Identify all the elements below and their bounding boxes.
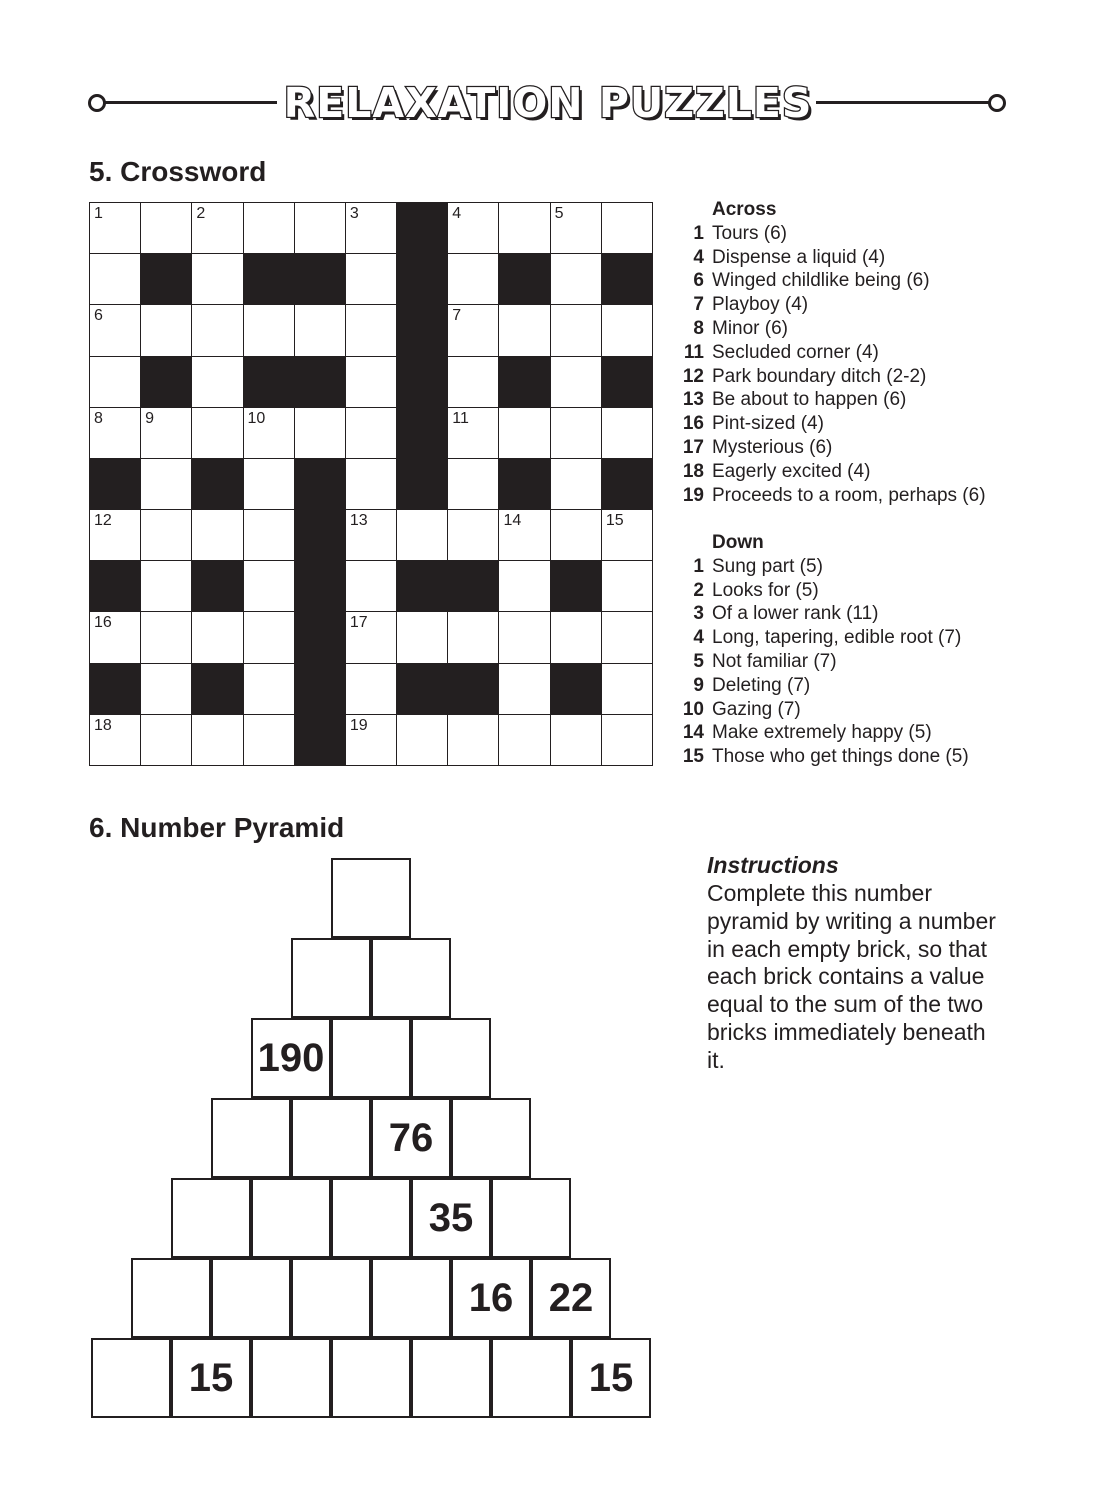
crossword-cell[interactable] bbox=[141, 510, 192, 561]
across-clue-list bbox=[680, 222, 986, 508]
crossword-cell[interactable] bbox=[346, 664, 397, 715]
crossword-cell[interactable] bbox=[602, 612, 653, 663]
crossword-cell[interactable] bbox=[499, 203, 550, 254]
clue-text: Deleting (7) bbox=[712, 674, 811, 696]
clue-text: Park boundary ditch (2-2) bbox=[712, 365, 927, 387]
crossword-cell[interactable] bbox=[448, 305, 499, 356]
crossword-black-cell bbox=[448, 561, 499, 612]
crossword-black-cell bbox=[448, 664, 499, 715]
crossword-cell[interactable] bbox=[244, 561, 295, 612]
instructions-heading: Instructions bbox=[707, 852, 839, 878]
down-clue-list bbox=[680, 555, 969, 769]
clue-text: Proceeds to a room, perhaps (6) bbox=[712, 484, 986, 506]
crossword-cell[interactable] bbox=[551, 459, 602, 510]
clue-text: Make extremely happy (5) bbox=[712, 722, 932, 744]
crossword-black-cell bbox=[551, 561, 602, 612]
clue-number: 13 bbox=[349, 512, 368, 530]
crossword-cell[interactable] bbox=[346, 203, 397, 254]
crossword-cell[interactable] bbox=[499, 664, 550, 715]
clue-text: Gazing (7) bbox=[712, 698, 801, 720]
clue-number: 11 bbox=[452, 409, 469, 427]
down-clue bbox=[680, 650, 969, 674]
pyramid-brick-given: 15 bbox=[171, 1338, 251, 1418]
crossword-cell[interactable] bbox=[295, 305, 346, 356]
crossword-black-cell bbox=[397, 254, 448, 305]
across-clue bbox=[680, 317, 986, 341]
clue-number: 8 bbox=[94, 409, 103, 427]
crossword-cell[interactable] bbox=[346, 357, 397, 408]
crossword-cell[interactable] bbox=[551, 357, 602, 408]
clue-text: Secluded corner (4) bbox=[712, 341, 879, 363]
crossword-cell[interactable] bbox=[192, 254, 243, 305]
crossword-cell[interactable] bbox=[448, 203, 499, 254]
crossword-black-cell bbox=[397, 408, 448, 459]
clue-number: 3 bbox=[693, 603, 704, 625]
crossword-cell[interactable] bbox=[346, 510, 397, 561]
crossword-cell[interactable] bbox=[192, 408, 243, 459]
crossword-black-cell bbox=[141, 254, 192, 305]
header-rule-end-circle-left bbox=[88, 94, 106, 112]
clue-text: Of a lower rank (11) bbox=[712, 603, 879, 625]
crossword-cell[interactable] bbox=[551, 305, 602, 356]
across-clue bbox=[680, 460, 986, 484]
clue-number: 14 bbox=[682, 722, 704, 744]
clue-number: 1 bbox=[693, 555, 704, 577]
crossword-cell[interactable] bbox=[346, 561, 397, 612]
crossword-cell[interactable] bbox=[141, 561, 192, 612]
pyramid-brick-given: 15 bbox=[571, 1338, 651, 1418]
across-clue bbox=[680, 412, 986, 436]
pyramid-brick-empty[interactable] bbox=[211, 1258, 291, 1338]
crossword-cell[interactable] bbox=[90, 715, 141, 766]
crossword-cell[interactable] bbox=[192, 305, 243, 356]
clue-number: 9 bbox=[145, 409, 155, 427]
pyramid-brick-empty[interactable] bbox=[211, 1098, 291, 1178]
pyramid-brick-empty[interactable] bbox=[331, 1018, 411, 1098]
across-clue bbox=[680, 269, 986, 293]
crossword-cell[interactable] bbox=[90, 357, 141, 408]
crossword-cell[interactable] bbox=[397, 510, 448, 561]
crossword-cell[interactable] bbox=[346, 408, 397, 459]
clue-number: 6 bbox=[94, 307, 103, 325]
down-clues bbox=[680, 531, 969, 769]
across-clue bbox=[680, 484, 986, 508]
crossword-cell[interactable] bbox=[192, 357, 243, 408]
down-clue bbox=[680, 674, 969, 698]
crossword-cell[interactable] bbox=[141, 203, 192, 254]
crossword-black-cell bbox=[244, 254, 295, 305]
crossword-cell[interactable] bbox=[602, 561, 653, 612]
crossword-cell[interactable] bbox=[602, 715, 653, 766]
crossword-cell[interactable] bbox=[499, 510, 550, 561]
pyramid-brick-empty[interactable] bbox=[171, 1178, 251, 1258]
clue-number: 11 bbox=[683, 341, 704, 363]
crossword-cell[interactable] bbox=[244, 715, 295, 766]
clue-number: 13 bbox=[682, 389, 704, 411]
crossword-black-cell bbox=[295, 510, 346, 561]
crossword-cell[interactable] bbox=[602, 203, 653, 254]
crossword-cell[interactable] bbox=[448, 612, 499, 663]
clue-text: Pint-sized (4) bbox=[712, 413, 824, 435]
clue-text: Sung part (5) bbox=[712, 555, 823, 577]
crossword-black-cell bbox=[397, 561, 448, 612]
crossword-black-cell bbox=[397, 459, 448, 510]
crossword-black-cell bbox=[295, 459, 346, 510]
clue-number: 1 bbox=[94, 205, 103, 222]
pyramid-brick-empty[interactable] bbox=[371, 938, 451, 1018]
pyramid-brick-empty[interactable] bbox=[451, 1098, 531, 1178]
crossword-cell[interactable] bbox=[448, 715, 499, 766]
pyramid-title: 6. Number Pyramid bbox=[89, 812, 345, 843]
clue-number: 9 bbox=[693, 674, 704, 696]
clue-number: 7 bbox=[693, 294, 704, 316]
crossword-cell[interactable] bbox=[448, 254, 499, 305]
header-rule-end-circle-right bbox=[988, 94, 1006, 112]
clue-text: Be about to happen (6) bbox=[712, 389, 907, 411]
crossword-black-cell bbox=[90, 664, 141, 715]
pyramid-brick-empty[interactable] bbox=[331, 858, 411, 938]
clue-number: 19 bbox=[682, 484, 704, 506]
header-rule-left bbox=[97, 101, 277, 104]
down-heading: Down bbox=[712, 532, 764, 553]
down-clue bbox=[680, 626, 969, 650]
clue-number: 16 bbox=[682, 413, 704, 435]
crossword-black-cell bbox=[499, 459, 550, 510]
crossword-cell[interactable] bbox=[346, 612, 397, 663]
crossword-cell[interactable] bbox=[551, 612, 602, 663]
clue-text: Eagerly excited (4) bbox=[712, 460, 871, 482]
crossword-cell[interactable] bbox=[551, 510, 602, 561]
crossword-cell[interactable] bbox=[397, 715, 448, 766]
clue-number: 16 bbox=[94, 614, 112, 632]
header-rule-right bbox=[816, 101, 996, 104]
crossword-grid bbox=[89, 202, 653, 766]
crossword-cell[interactable] bbox=[192, 715, 243, 766]
crossword-black-cell bbox=[295, 715, 346, 766]
across-clues bbox=[680, 198, 986, 507]
crossword-cell[interactable] bbox=[499, 612, 550, 663]
crossword-black-cell bbox=[295, 664, 346, 715]
pyramid-brick-empty[interactable] bbox=[131, 1258, 211, 1338]
clue-number: 6 bbox=[693, 270, 704, 292]
pyramid-brick-empty[interactable] bbox=[411, 1338, 491, 1418]
pyramid-brick-given: 22 bbox=[531, 1258, 611, 1338]
crossword-cell[interactable] bbox=[141, 612, 192, 663]
clue-text: Winged childlike being (6) bbox=[712, 270, 930, 292]
clue-number: 4 bbox=[452, 205, 462, 222]
crossword-cell[interactable] bbox=[90, 510, 141, 561]
clue-text: Long, tapering, edible root (7) bbox=[712, 627, 962, 649]
crossword-black-cell bbox=[397, 203, 448, 254]
pyramid-brick-empty[interactable] bbox=[491, 1178, 571, 1258]
clue-number: 1 bbox=[693, 222, 704, 244]
across-clue bbox=[680, 293, 986, 317]
crossword-cell[interactable] bbox=[499, 305, 550, 356]
crossword-cell[interactable] bbox=[448, 510, 499, 561]
clue-text: Tours (6) bbox=[712, 222, 787, 244]
crossword-cell[interactable] bbox=[499, 408, 550, 459]
crossword-black-cell bbox=[499, 357, 550, 408]
down-clue bbox=[680, 555, 969, 579]
crossword-cell[interactable] bbox=[90, 203, 141, 254]
clue-number: 10 bbox=[247, 409, 266, 427]
crossword-cell[interactable] bbox=[448, 459, 499, 510]
crossword-black-cell bbox=[192, 664, 243, 715]
pyramid-brick-empty[interactable] bbox=[371, 1258, 451, 1338]
crossword-cell[interactable] bbox=[244, 203, 295, 254]
crossword-cell[interactable] bbox=[90, 305, 141, 356]
down-clue bbox=[680, 698, 969, 722]
pyramid-brick-empty[interactable] bbox=[291, 1258, 371, 1338]
crossword-cell[interactable] bbox=[244, 408, 295, 459]
crossword-cell[interactable] bbox=[90, 254, 141, 305]
crossword-black-cell bbox=[499, 254, 550, 305]
crossword-black-cell bbox=[90, 561, 141, 612]
down-clue bbox=[680, 602, 969, 626]
pyramid-brick-empty[interactable] bbox=[251, 1338, 331, 1418]
crossword-cell[interactable] bbox=[551, 203, 602, 254]
crossword-black-cell bbox=[295, 612, 346, 663]
down-clue bbox=[680, 579, 969, 603]
pyramid-brick-empty[interactable] bbox=[291, 1098, 371, 1178]
crossword-black-cell bbox=[397, 305, 448, 356]
crossword-cell[interactable] bbox=[602, 664, 653, 715]
pyramid-brick-empty[interactable] bbox=[291, 938, 371, 1018]
crossword-cell[interactable] bbox=[90, 612, 141, 663]
crossword-cell[interactable] bbox=[244, 459, 295, 510]
crossword-cell[interactable] bbox=[90, 408, 141, 459]
pyramid-brick-empty[interactable] bbox=[251, 1178, 331, 1258]
clue-number: 15 bbox=[682, 746, 704, 768]
crossword-cell[interactable] bbox=[192, 510, 243, 561]
pyramid-brick-empty[interactable] bbox=[91, 1338, 171, 1418]
across-clue bbox=[680, 341, 986, 365]
crossword-black-cell bbox=[192, 459, 243, 510]
clue-number: 5 bbox=[693, 650, 704, 672]
clue-number: 5 bbox=[554, 205, 564, 222]
crossword-cell[interactable] bbox=[499, 715, 550, 766]
crossword-cell[interactable] bbox=[192, 612, 243, 663]
crossword-cell[interactable] bbox=[244, 305, 295, 356]
crossword-black-cell bbox=[397, 664, 448, 715]
clue-number: 4 bbox=[693, 627, 704, 649]
clue-number: 10 bbox=[682, 698, 704, 720]
crossword-cell[interactable] bbox=[602, 510, 653, 561]
down-clue bbox=[680, 745, 969, 769]
across-clue bbox=[680, 388, 986, 412]
clue-number: 4 bbox=[693, 246, 704, 268]
crossword-cell[interactable] bbox=[499, 561, 550, 612]
crossword-title: 5. Crossword bbox=[89, 156, 267, 187]
clue-number: 14 bbox=[503, 512, 522, 530]
across-clue bbox=[680, 222, 986, 246]
crossword-cell[interactable] bbox=[602, 305, 653, 356]
pyramid-brick-given: 190 bbox=[251, 1018, 331, 1098]
crossword-cell[interactable] bbox=[346, 254, 397, 305]
clue-number: 17 bbox=[682, 436, 704, 458]
crossword-cell[interactable] bbox=[295, 408, 346, 459]
crossword-cell[interactable] bbox=[346, 305, 397, 356]
clue-number: 12 bbox=[682, 365, 704, 387]
page-title: RELAXATION PUZZLES bbox=[283, 79, 813, 127]
clue-text: Those who get things done (5) bbox=[712, 746, 969, 768]
crossword-cell[interactable] bbox=[448, 357, 499, 408]
clue-number: 2 bbox=[196, 205, 206, 222]
clue-number: 18 bbox=[682, 460, 704, 482]
down-clue bbox=[680, 721, 969, 745]
crossword-cell[interactable] bbox=[346, 715, 397, 766]
clue-number: 19 bbox=[349, 716, 368, 734]
pyramid-brick-given: 76 bbox=[371, 1098, 451, 1178]
across-clue bbox=[680, 365, 986, 389]
pyramid-brick-given: 16 bbox=[451, 1258, 531, 1338]
crossword-cell[interactable] bbox=[551, 408, 602, 459]
crossword-cell[interactable] bbox=[551, 254, 602, 305]
crossword-cell[interactable] bbox=[397, 612, 448, 663]
crossword-cell[interactable] bbox=[448, 408, 499, 459]
crossword-black-cell bbox=[90, 459, 141, 510]
crossword-cell[interactable] bbox=[141, 664, 192, 715]
crossword-cell[interactable] bbox=[551, 715, 602, 766]
crossword-cell[interactable] bbox=[141, 459, 192, 510]
crossword-black-cell bbox=[192, 561, 243, 612]
crossword-black-cell bbox=[141, 357, 192, 408]
crossword-cell[interactable] bbox=[244, 664, 295, 715]
clue-text: Dispense a liquid (4) bbox=[712, 246, 886, 268]
crossword-cell[interactable] bbox=[141, 305, 192, 356]
crossword-black-cell bbox=[295, 561, 346, 612]
crossword-cell[interactable] bbox=[141, 408, 192, 459]
clue-number: 7 bbox=[452, 307, 462, 325]
crossword-cell[interactable] bbox=[192, 203, 243, 254]
clue-number: 17 bbox=[349, 614, 368, 632]
clue-text: Playboy (4) bbox=[712, 294, 809, 316]
crossword-black-cell bbox=[602, 357, 653, 408]
instructions-text: Complete this number pyramid by writing a number in each empty brick, so that each brick contains a value equal to the sum of the two bricks immediately beneath it. bbox=[707, 880, 996, 1073]
crossword-black-cell bbox=[295, 254, 346, 305]
clue-number: 15 bbox=[605, 512, 624, 530]
across-heading: Across bbox=[712, 199, 777, 220]
crossword-cell[interactable] bbox=[244, 510, 295, 561]
crossword-cell[interactable] bbox=[141, 715, 192, 766]
crossword-cell[interactable] bbox=[295, 203, 346, 254]
across-clue bbox=[680, 246, 986, 270]
crossword-black-cell bbox=[397, 357, 448, 408]
crossword-cell[interactable] bbox=[346, 459, 397, 510]
crossword-black-cell bbox=[244, 357, 295, 408]
pyramid-brick-empty[interactable] bbox=[331, 1178, 411, 1258]
clue-text: Mysterious (6) bbox=[712, 436, 833, 458]
pyramid-brick-empty[interactable] bbox=[331, 1338, 411, 1418]
crossword-black-cell bbox=[602, 459, 653, 510]
crossword-black-cell bbox=[551, 664, 602, 715]
clue-text: Minor (6) bbox=[712, 317, 789, 339]
crossword-cell[interactable] bbox=[602, 408, 653, 459]
across-clue bbox=[680, 436, 986, 460]
crossword-black-cell bbox=[295, 357, 346, 408]
clue-text: Looks for (5) bbox=[712, 579, 819, 601]
pyramid-brick-given: 35 bbox=[411, 1178, 491, 1258]
pyramid-brick-empty[interactable] bbox=[491, 1338, 571, 1418]
clue-number: 18 bbox=[94, 716, 112, 734]
clue-number: 3 bbox=[349, 205, 359, 222]
clue-number: 8 bbox=[693, 317, 704, 339]
crossword-cell[interactable] bbox=[244, 612, 295, 663]
clue-number: 2 bbox=[693, 579, 704, 601]
clue-text: Not familiar (7) bbox=[712, 650, 837, 672]
crossword-black-cell bbox=[602, 254, 653, 305]
pyramid-brick-empty[interactable] bbox=[411, 1018, 491, 1098]
clue-number: 12 bbox=[94, 512, 112, 530]
